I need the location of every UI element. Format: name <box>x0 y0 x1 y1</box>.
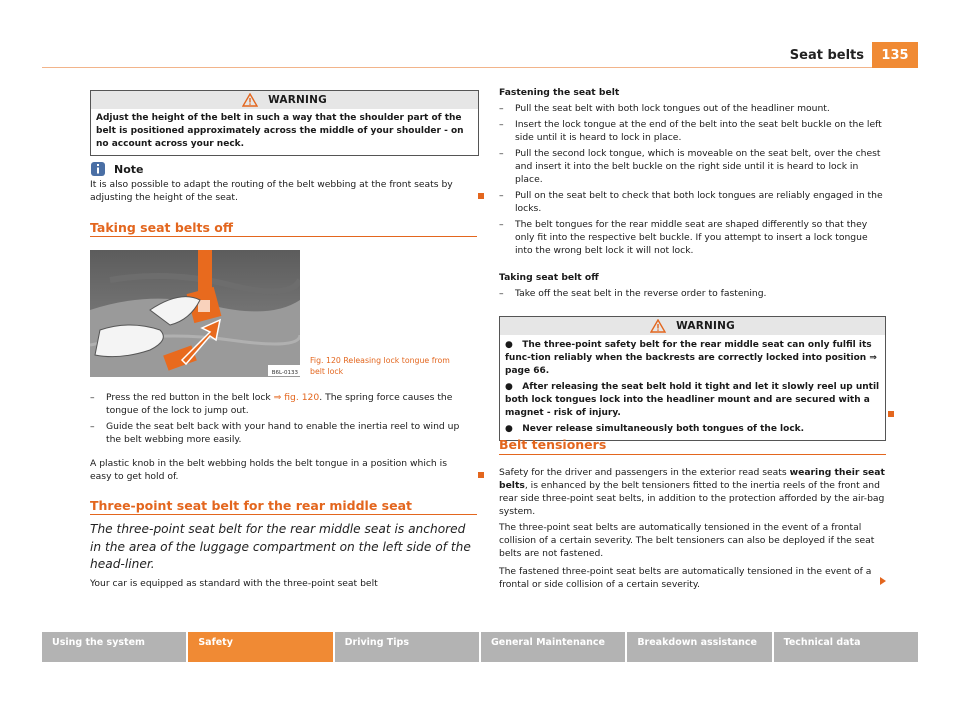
warning-triangle-icon <box>242 93 258 107</box>
warning-bullet: ● Never release simultaneously both tongues of the lock. <box>505 424 805 434</box>
step-item: – Press the red button in the belt lock ⇒ fig. 120. The spring force causes the tongue of the lock to jump out. <box>90 392 453 416</box>
step-text: Guide the seat belt back with your hand to enable the inertia reel to wind up the belt webbing more easily. <box>106 421 460 445</box>
section-rule <box>90 514 477 515</box>
warning-text: Adjust the height of the belt in such a way that the shoulder part of the belt is positioned approximately across the middle of your shoulder - on no account across your neck. <box>96 113 464 149</box>
figure-code: B6L-0133 <box>271 370 298 376</box>
note-text: It is also possible to adapt the routing of the belt webbing at the front seats by adjusting the height of the seat. <box>90 179 453 203</box>
p1-post: , is enhanced by the belt tensioners fitted to the inertia reels of the front and rear side three-point seat belts, in addition to the protection afforded by the air-bag system. <box>499 480 885 517</box>
fastening-step: – Pull on the seat belt to check that both lock tongues are reliably engaged in the locks. <box>499 190 883 214</box>
p1-bold: wearing their seat belts <box>499 467 885 491</box>
step-item: – Guide the seat belt back with your hand to enable the inertia reel to wind up the belt webbing more easily. <box>90 420 470 446</box>
tensioner-paragraph-2: The three-point seat belts are automatically tensioned in the event of a frontal collision of a certain severity. The belt tensioners can also be deployed if the seat belts are not fastened. <box>499 522 875 559</box>
taking-off-steps <box>90 391 470 449</box>
step-text-continued: . The spring force causes the tongue of the lock to jump out. <box>106 392 453 416</box>
figure-caption <box>310 355 450 377</box>
figure-120-image <box>90 250 300 377</box>
step-text: Press the red button in the belt lock <box>106 392 274 403</box>
warning-label: WARNING <box>268 94 327 106</box>
fastening-step-text: Pull the second lock tongue, which is moveable on the seat belt, over the chest and insert it into the belt buckle on the right side until it is heard to lock in place. <box>515 148 881 185</box>
tab-safety[interactable]: Safety <box>188 632 332 662</box>
fastening-step: – Pull the seat belt with both lock tongues out of the headliner mount. <box>499 103 830 114</box>
figure-caption-line-2: belt lock <box>310 367 344 376</box>
p1-pre: Safety for the driver and passengers in the exterior read seats <box>499 467 790 478</box>
section-end-marker <box>888 411 894 417</box>
tab-driving-tips[interactable]: Driving Tips <box>335 632 479 662</box>
section-title-rear-middle: Three-point seat belt for the rear middle seat <box>90 498 412 513</box>
section-rule <box>499 454 886 455</box>
fastening-step-text: Insert the lock tongue at the end of the belt into the seat belt buckle on the left side until it is heard to lock in place. <box>515 119 882 143</box>
taking-off-step <box>499 287 883 303</box>
fastening-step: – Pull the second lock tongue, which is moveable on the seat belt, over the chest and insert it into the belt buckle on the right side until it is heard to lock in place. <box>499 147 883 186</box>
fastening-title: Fastening the seat belt <box>499 87 620 98</box>
warning-box-rear-middle <box>499 316 886 441</box>
footer-tabs <box>42 632 918 662</box>
tab-general-maintenance[interactable]: General Maintenance <box>481 632 625 662</box>
taking-off-step-text: Take off the seat belt in the reverse order to fastening. <box>515 288 767 299</box>
warning-bullet: ● After releasing the seat belt hold it tight and let it slowly reel up until both lock tongues lock into the headliner mount and are secured with a magnet - risk of injury. <box>505 382 880 418</box>
fastening-step: – The belt tongues for the rear middle seat are shaped differently so that they only fit into the respective belt buckle. If you attempt to insert a lock tongue into the wrong belt lock it will not lock. <box>499 218 883 257</box>
warning-triangle-icon <box>650 319 666 333</box>
equipped-text: Your car is equipped as standard with the three-point seat belt <box>90 578 378 589</box>
figure-caption-line-1: Fig. 120 Releasing lock tongue from <box>310 356 450 365</box>
continue-arrow-icon <box>880 577 886 585</box>
warning-box-belt-height <box>90 90 479 156</box>
warning-header <box>500 317 885 335</box>
section-end-marker <box>478 193 484 199</box>
note-label: Note <box>114 162 144 176</box>
warning-bullet-text: Never release simultaneously both tongues of the lock. <box>522 424 805 434</box>
tensioner-paragraph-3: The fastened three-point seat belts are automatically tensioned in the event of a frontal or side collision of a certain severity. <box>499 566 872 590</box>
taking-off-step-item: – Take off the seat belt in the reverse order to fastening. <box>499 288 767 299</box>
fastening-step-text: The belt tongues for the rear middle seat are shaped differently so that they only fit into the respective belt buckle. If you attempt to insert a lock tongue into the wrong belt lock it will not lock. <box>515 219 868 256</box>
section-title-taking-off: Taking seat belts off <box>90 220 234 235</box>
fastening-step: – Insert the lock tongue at the end of the belt into the seat belt buckle on the left side until it is heard to lock in place. <box>499 119 882 143</box>
warning-header <box>91 91 478 109</box>
figure-link[interactable]: ⇒ fig. 120 <box>273 392 320 403</box>
seat-belt-release-illustration <box>90 250 300 377</box>
fastening-steps <box>499 102 883 260</box>
warning-bullet-text: After releasing the seat belt hold it tight and let it slowly reel up until both lock tongues lock into the headliner mount and are secured with a magnet - risk of injury. <box>505 382 880 418</box>
page-number: 135 <box>872 42 918 68</box>
fastening-step-text: Pull on the seat belt to check that both lock tongues are reliably engaged in the locks. <box>515 190 883 214</box>
section-title-belt-tensioners: Belt tensioners <box>499 437 607 452</box>
tab-technical-data[interactable]: Technical data <box>774 632 918 662</box>
running-header-title: Seat belts <box>789 48 864 63</box>
taking-off-title: Taking seat belt off <box>499 272 599 283</box>
intro-italic: The three-point seat belt for the rear middle seat is anchored in the area of the luggage compartment on the left side of the head-liner. <box>90 522 471 571</box>
fastening-step-text: Pull the seat belt with both lock tongues out of the headliner mount. <box>515 103 830 114</box>
warning-bullet-text: The three-point safety belt for the rear middle seat can only fulfil its func-tion reliably when the backrests are correctly locked into position ⇒ page 66. <box>505 340 877 376</box>
section-end-marker <box>478 472 484 478</box>
section-rule <box>90 236 477 237</box>
note-heading <box>90 161 143 177</box>
tab-breakdown-assistance[interactable]: Breakdown assistance <box>627 632 771 662</box>
warning-bullets <box>500 335 885 440</box>
tab-using-the-system[interactable]: Using the system <box>42 632 186 662</box>
warning-bullet: ● The three-point safety belt for the rear middle seat can only fulfil its func-tion reliably when the backrests are correctly locked into position ⇒ page 66. <box>505 340 877 376</box>
header-rule <box>42 67 872 68</box>
tensioner-paragraph-1 <box>499 466 885 518</box>
plastic-knob-paragraph: A plastic knob in the belt webbing holds the belt tongue in a position which is easy to get hold of. <box>90 458 448 482</box>
info-icon <box>90 161 106 177</box>
warning-label: WARNING <box>676 320 735 332</box>
